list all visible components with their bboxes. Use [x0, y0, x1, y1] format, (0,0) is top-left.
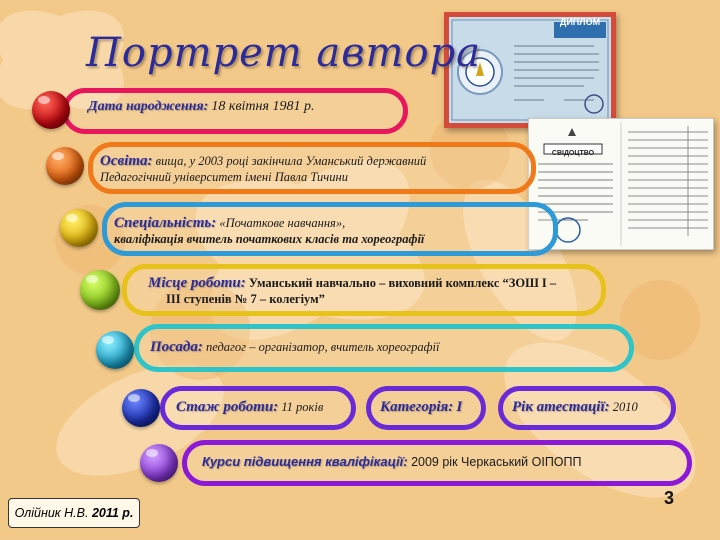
attestation-value: 2010: [612, 400, 638, 414]
workplace-value-line2: ІІІ ступенів № 7 – колегіум”: [166, 292, 325, 306]
experience-label: Стаж роботи:: [176, 399, 279, 415]
workplace-text: [148, 275, 556, 307]
experience-text: [176, 399, 323, 415]
category-label: Категорія:: [380, 399, 454, 415]
orange-ball-icon: [46, 147, 84, 185]
position-value: педагог – організатор, вчитель хореографії: [206, 340, 440, 354]
footer-year: 2011 р.: [91, 506, 134, 520]
page-title: Портрет автора: [86, 30, 482, 76]
courses-label: Курси підвищення кваліфікації:: [202, 454, 408, 469]
category-text: [380, 399, 462, 415]
blue-ball-icon: [122, 389, 160, 427]
specialty-value-line2: кваліфікація вчитель початкових класів та хореографії: [114, 232, 425, 246]
education-value: вища, у 2003 році закінчила Уманський державний: [155, 154, 427, 168]
red-ball-icon: [32, 91, 70, 129]
education-label: Освіта:: [100, 153, 153, 169]
attestation-label: Рік атестації:: [512, 399, 610, 415]
author-footer: [8, 498, 140, 528]
specialty-text: [114, 215, 424, 247]
specialty-label: Спеціальність:: [114, 215, 217, 231]
birthdate-text: [88, 98, 314, 115]
workplace-label: Місце роботи:: [148, 275, 246, 291]
education-value-line2: Педагогічний університет імені Павла Тичини: [100, 170, 348, 184]
page-number: 3: [664, 488, 675, 508]
experience-value: 11 років: [281, 400, 324, 414]
diploma-heading: ДИПЛОМ: [559, 17, 601, 27]
courses-value: 2009 рік Черкаський ОІПОПП: [411, 455, 582, 469]
birthdate-value: 18 квітня 1981 р.: [211, 99, 315, 114]
position-text: [150, 339, 440, 355]
position-label: Посада:: [150, 339, 203, 355]
cyan-ball-icon: [96, 331, 134, 369]
footer-author: Олійник Н.В.: [14, 506, 89, 520]
green-ball-icon: [80, 270, 120, 310]
education-text: [100, 153, 426, 185]
purple-ball-icon: [140, 444, 178, 482]
certificate-heading: СВІДОЦТВО: [551, 150, 595, 157]
courses-text: [202, 454, 582, 470]
birthdate-label: Дата народження:: [88, 99, 209, 114]
category-value: І: [456, 399, 463, 415]
yellow-ball-icon: [60, 209, 98, 247]
specialty-value: «Початкове навчання»,: [219, 216, 346, 230]
attestation-text: [512, 399, 638, 415]
workplace-value: Уманський навчально – виховний комплекс “ЗОШ І –: [248, 276, 557, 290]
